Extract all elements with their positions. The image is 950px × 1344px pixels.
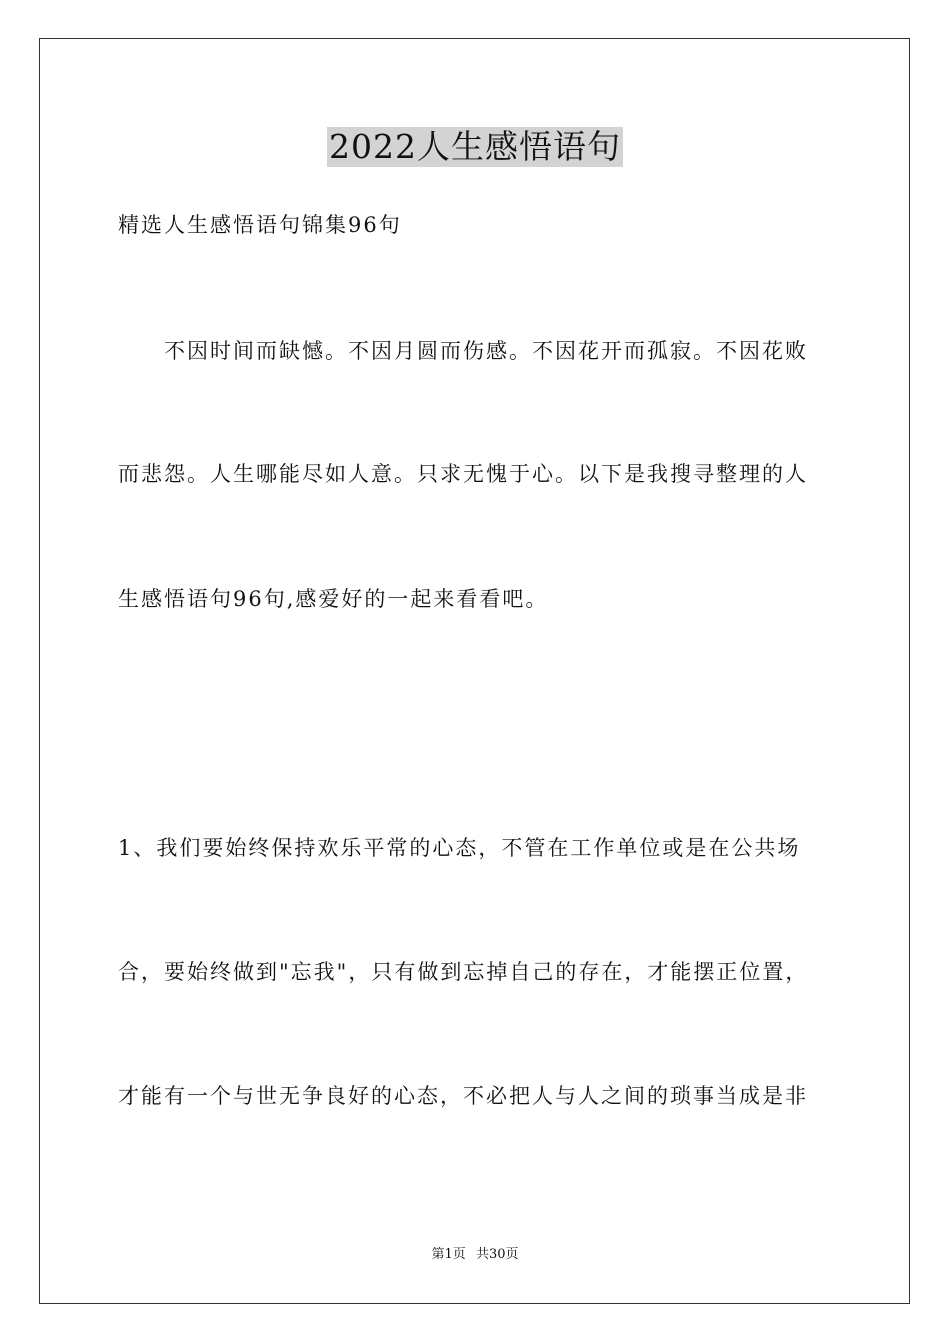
paragraph-1-line-3: 生感悟语句96句,感爱好的一起来看看吧。 bbox=[118, 587, 549, 611]
title-container bbox=[0, 127, 950, 167]
document-subtitle: 精选人生感悟语句锦集96句 bbox=[118, 213, 402, 237]
page-number-total: 共30页 bbox=[475, 1247, 519, 1262]
paragraph-1-line-2: 而悲怨。人生哪能尽如人意。只求无愧于心。以下是我搜寻整理的人 bbox=[118, 462, 808, 486]
page-number-current: 第1页 bbox=[431, 1247, 466, 1262]
paragraph-2-line-2: 合，要始终做到"忘我"，只有做到忘掉自己的存在，才能摆正位置， bbox=[118, 960, 809, 984]
paragraph-2-line-3: 才能有一个与世无争良好的心态，不必把人与人之间的琐事当成是非 bbox=[118, 1084, 808, 1108]
page-footer bbox=[0, 1246, 950, 1264]
document-title: 2022人生感悟语句 bbox=[329, 127, 621, 166]
paragraph-1-line-1: 不因时间而缺憾。不因月圆而伤感。不因花开而孤寂。不因花败 bbox=[164, 339, 808, 363]
paragraph-2-line-1: 1、我们要始终保持欢乐平常的心态，不管在工作单位或是在公共场 bbox=[118, 836, 801, 860]
